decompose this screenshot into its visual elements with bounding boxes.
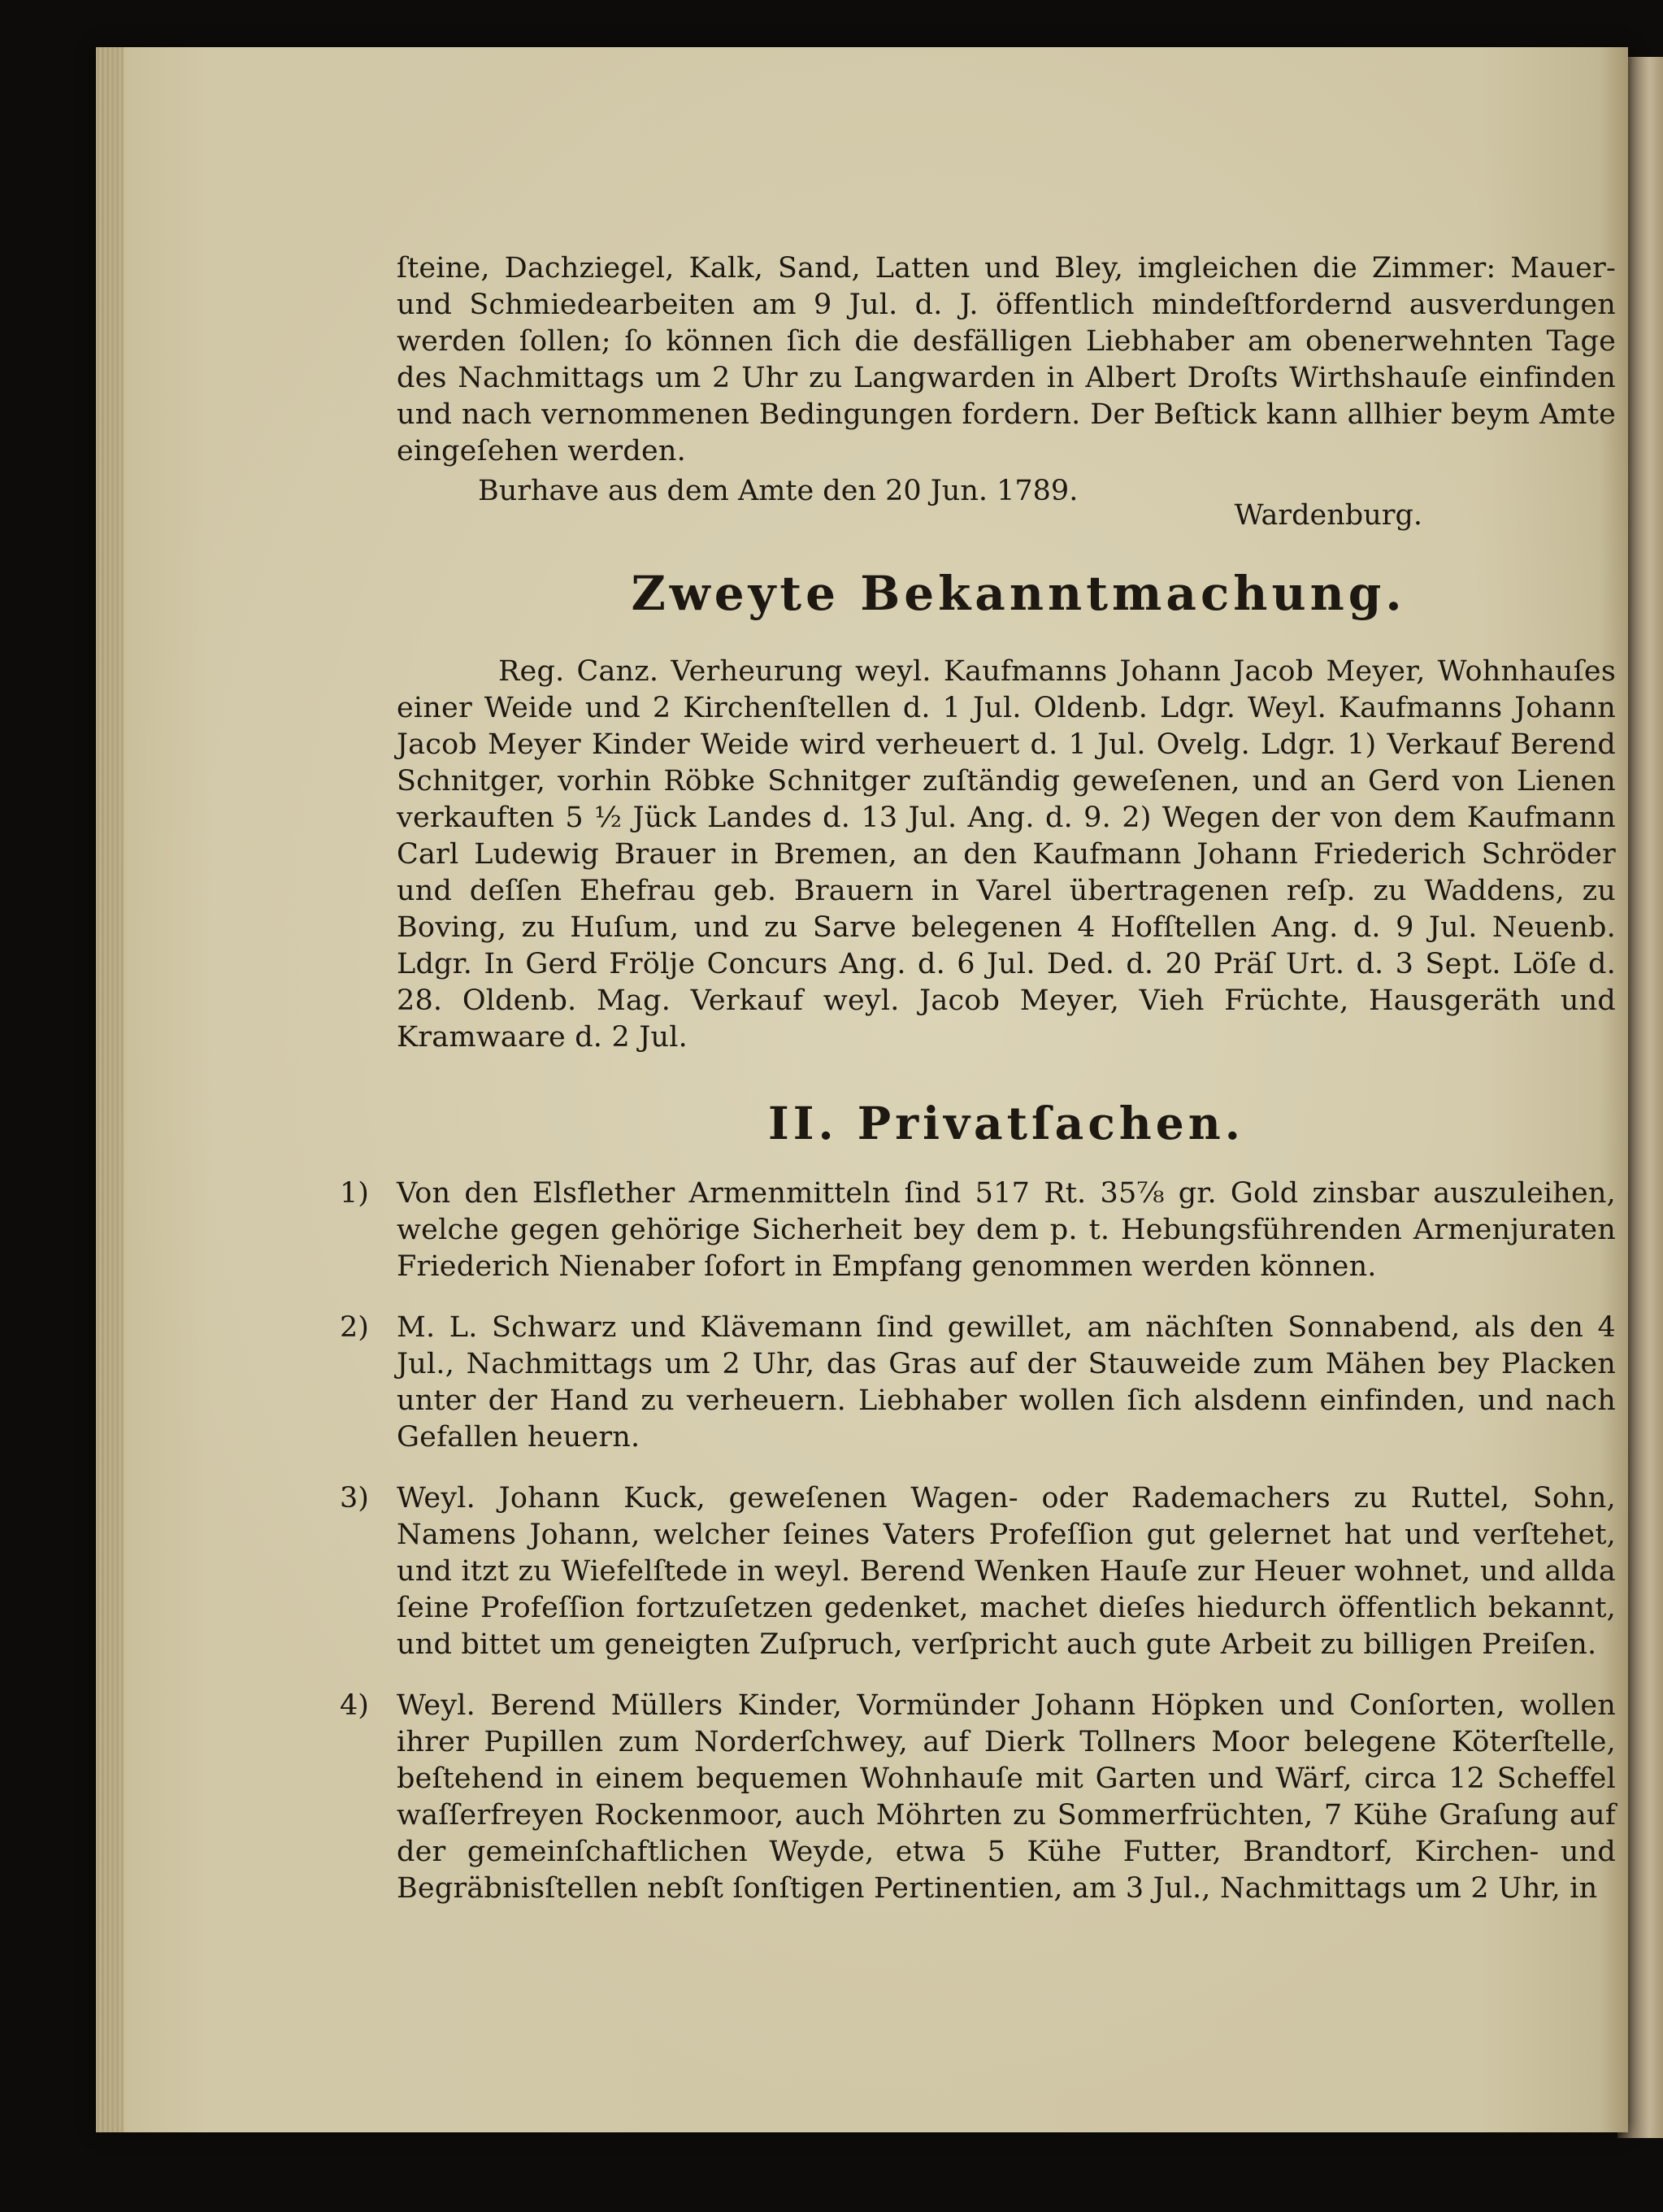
heading-zweyte-bekanntmachung: Zweyte Bekanntmachung. bbox=[631, 566, 1406, 621]
list-item bbox=[340, 1310, 1616, 1456]
item-text: Weyl. Berend Müllers Kinder, Vormünder Johann Höpken und Conſorten, wollen ihrer Pupillen zum Norderſchwey, auf Dierk Tollners Moor belegene Köterſtelle, beſtehend in einem bequemen Wohnhauſe mit Garten und Wärf, circa 12 Scheffel waſſerfreyen Rockenmoor, auch Möhrten zu Sommerfrüchten, 7 Kühe Graſung auf der gemeinſchaftlichen Weyde, etwa 5 Kühe Futter, Brandtorf, Kirchen- und Begräbnisſtellen nebſt ſonſtigen Pertinentien, am 3 Jul., Nachmittags um 2 Uhr, in bbox=[397, 1689, 1616, 1905]
list-item bbox=[340, 1480, 1616, 1663]
signature: Wardenburg. bbox=[1234, 499, 1422, 532]
continuation-paragraph: ſteine, Dachziegel, Kalk, Sand, Latten und Bley, imgleichen die Zimmer: Mauer- und Schmiedearbeiten am 9 Jul. d. J. öffentlich mindeſtfordernd ausverdungen werden ſollen; ſo können ſich die desfälligen Liebhaber am obenerwehnten Tage des Nachmittags um 2 Uhr zu Langwarden in Albert Droſts Wirthshauſe einfinden und nach vernommenen Bedingungen fordern. Der Beſtick kann allhier beym Amte eingeſehen werden. bbox=[397, 252, 1616, 467]
book-page bbox=[96, 47, 1628, 2132]
item-text: Von den Elsflether Armenmitteln ſind 517 Rt. 35⅞ gr. Gold zinsbar auszuleihen, welche gegen gehörige Sicherheit bey dem p. t. Hebungsführenden Armenjuraten Friederich Nienaber ſofort in Empfang genommen werden können. bbox=[397, 1177, 1616, 1283]
dateline-block bbox=[397, 472, 1616, 532]
item-number: 4) bbox=[340, 1689, 369, 1722]
item-number: 1) bbox=[340, 1177, 369, 1210]
zweyte-paragraph: Reg. Canz. Verheurung weyl. Kaufmanns Johann Jacob Meyer, Wohnhauſes einer Weide und 2 Kirchenſtellen d. 1 Jul. Oldenb. Ldgr. Weyl. Kaufmanns Johann Jacob Meyer Kinder Weide wird verheuert d. 1 Jul. Ovelg. Ldgr. 1) Verkauf Berend Schnitger, vorhin Röbke Schnitger zuſtändig geweſenen, und an Gerd von Lienen verkauften 5 ½ Jück Landes d. 13 Jul. Ang. d. 9. 2) Wegen der von dem Kaufmann Carl Ludewig Brauer in Bremen, an den Kaufmann Johann Friederich Schröder und deſſen Ehefrau geb. Brauern in Varel übertragenen reſp. zu Waddens, zu Boving, zu Huſum, und zu Sarve belegenen 4 Hofſtellen Ang. d. 9 Jul. Neuenb. Ldgr. In Gerd Frölje Concurs Ang. d. 6 Jul. Ded. d. 20 Präſ Urt. d. 3 Sept. Löſe d. 28. Oldenb. Mag. Verkauf weyl. Jacob Meyer, Vieh Früchte, Hausgeräth und Kramwaare d. 2 Jul. bbox=[397, 655, 1616, 1054]
page-content bbox=[340, 250, 1616, 1932]
item-number: 2) bbox=[340, 1311, 369, 1344]
item-number: 3) bbox=[340, 1482, 369, 1515]
page-stack-edge bbox=[96, 47, 124, 2132]
list-item bbox=[340, 1176, 1616, 1285]
item-text: Weyl. Johann Kuck, geweſenen Wagen- oder Rademachers zu Ruttel, Sohn, Namens Johann, welcher ſeines Vaters Profeſſion gut gelernet hat und verſtehet, und itzt zu Wiefelſtede in weyl. Berend Wenken Hauſe zur Heuer wohnet, und allda ſeine Profeſſion fortzuſetzen gedenket, machet dieſes hiedurch öffentlich bekannt, und bittet um geneigten Zuſpruch, verſpricht auch gute Arbeit zu billigen Preiſen. bbox=[397, 1482, 1616, 1661]
heading-privatsachen: II. Privatſachen. bbox=[768, 1097, 1244, 1149]
dateline: Burhave aus dem Amte den 20 Jun. 1789. bbox=[478, 475, 1079, 507]
list-item bbox=[340, 1688, 1616, 1907]
item-text: M. L. Schwarz und Klävemann ſind gewillet, am nächſten Sonnabend, als den 4 Jul., Nachmittags um 2 Uhr, das Gras auf der Stauweide zum Mähen bey Placken unter der Hand zu verheuern. Liebhaber wollen ſich alsdenn einfinden, und nach Gefallen heuern. bbox=[397, 1311, 1616, 1454]
